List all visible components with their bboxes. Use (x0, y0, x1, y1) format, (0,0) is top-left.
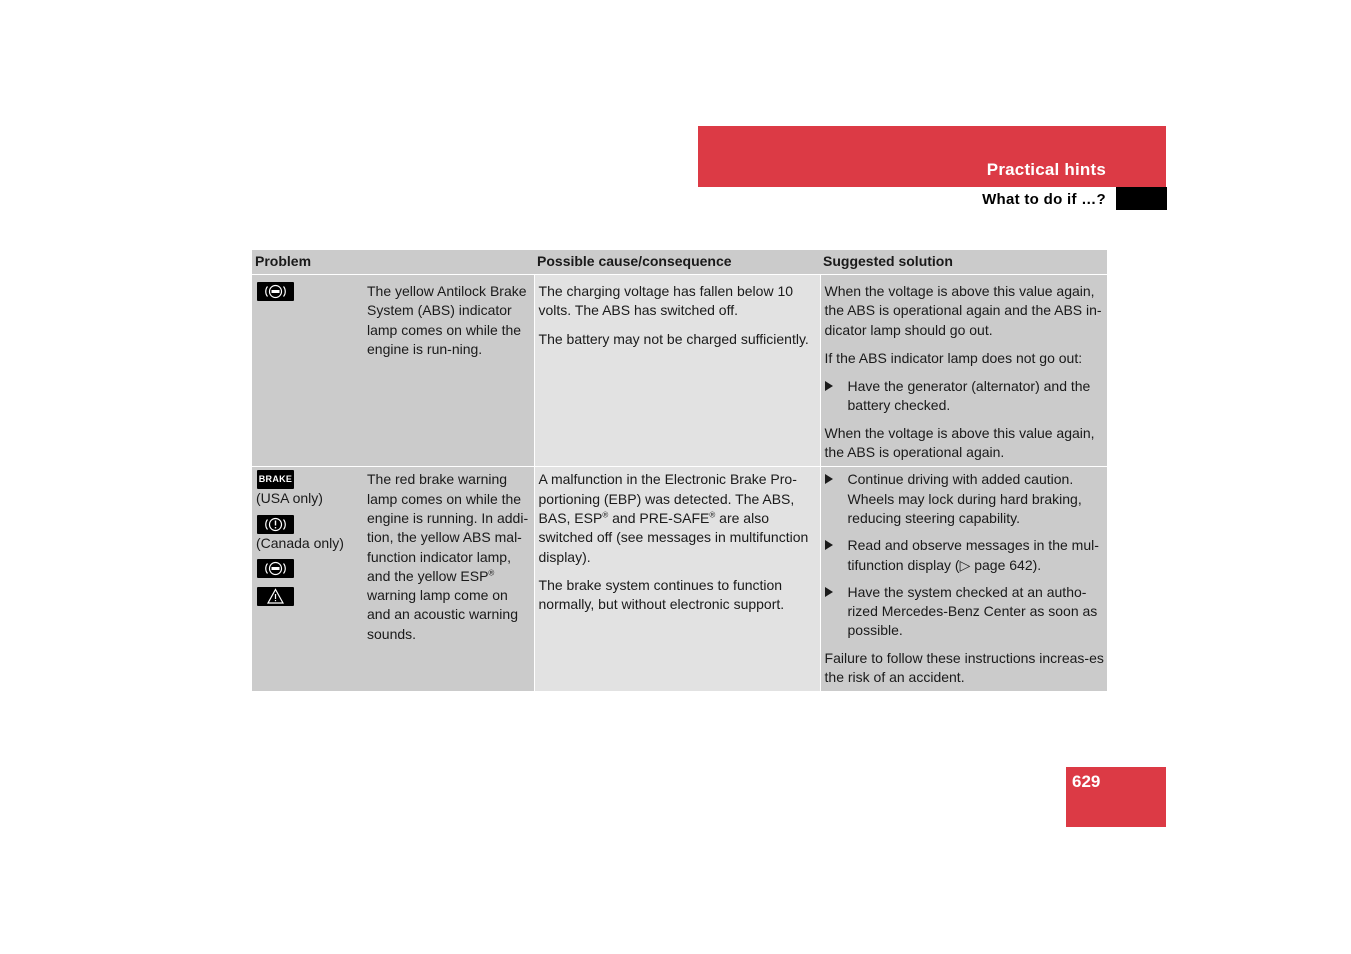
bullet-arrow-icon (825, 381, 833, 391)
solution-bullet: Read and observe messages in the mul-tifunction display (▷ page 642). (825, 536, 1105, 575)
solution-bullet: Have the system checked at an autho-rized Mercedes-Benz Center as soon as possible. (825, 583, 1105, 641)
col-header-cause: Possible cause/consequence (534, 250, 820, 275)
usa-only-note: (USA only) (256, 490, 323, 507)
bullet-arrow-icon (825, 540, 833, 550)
solution-cell (820, 467, 1107, 691)
cause-paragraph: The charging voltage has fallen below 10 volts. The ABS has switched off. (538, 283, 794, 319)
header-marker (1116, 187, 1167, 210)
cause-paragraph: The battery may not be charged sufficiently. (538, 330, 809, 347)
abs-icon (257, 559, 294, 578)
table-row (252, 275, 1107, 467)
brake-circle-icon (257, 515, 294, 534)
page-number: 629 (1072, 772, 1101, 791)
cause-cell (534, 275, 820, 467)
col-header-solution: Suggested solution (820, 250, 1107, 275)
table-header-row (252, 250, 1107, 275)
brake-label: BRAKE (258, 474, 293, 485)
solution-paragraph: If the ABS indicator lamp does not go out: (824, 349, 1083, 366)
table-row (252, 467, 1107, 691)
problem-icons (252, 275, 363, 467)
abs-icon (257, 282, 294, 301)
cause-paragraph: A malfunction in the Electronic Brake Pro-portioning (EBP) was detected. The ABS, BAS, ESP® and PRE-SAFE® are also switched off (see messages in multifunction display). (538, 471, 809, 565)
solution-bullet: Continue driving with added caution. Wheels may lock during hard braking, reducing steering capability. (825, 470, 1105, 528)
problem-icons (252, 467, 363, 691)
troubleshooting-table (252, 250, 1107, 691)
solution-bullet: Have the generator (alternator) and the battery checked. (825, 377, 1105, 416)
cause-paragraph: The brake system continues to function normally, but without electronic support. (538, 576, 785, 613)
col-header-problem: Problem (252, 250, 534, 275)
warning-triangle-icon (257, 587, 294, 606)
brake-icon (257, 470, 294, 489)
problem-text: The yellow Antilock Brake System (ABS) indicator lamp comes on while the engine is run-ning. (363, 275, 534, 467)
bullet-arrow-icon (825, 587, 833, 597)
solution-paragraph: Failure to follow these instructions increas-es the risk of an accident. (824, 649, 1104, 686)
bullet-arrow-icon (825, 474, 833, 484)
solution-cell (820, 275, 1107, 467)
canada-only-note: (Canada only) (256, 534, 344, 551)
cause-cell (534, 467, 820, 691)
section-title: Practical hints (986, 160, 1106, 179)
solution-paragraph: When the voltage is above this value again, the ABS is operational again and the ABS in-dicator lamp should go out. (824, 283, 1102, 338)
solution-paragraph: When the voltage is above this value again, the ABS is operational again. (824, 424, 1095, 461)
problem-text: The red brake warning lamp comes on while the engine is running. In addi-tion, the yellow ABS mal-function indicator lamp, and the yellow ESP® warning lamp come on and an acoustic warning sounds. (363, 467, 534, 691)
section-subtitle: What to do if …? (982, 191, 1106, 208)
